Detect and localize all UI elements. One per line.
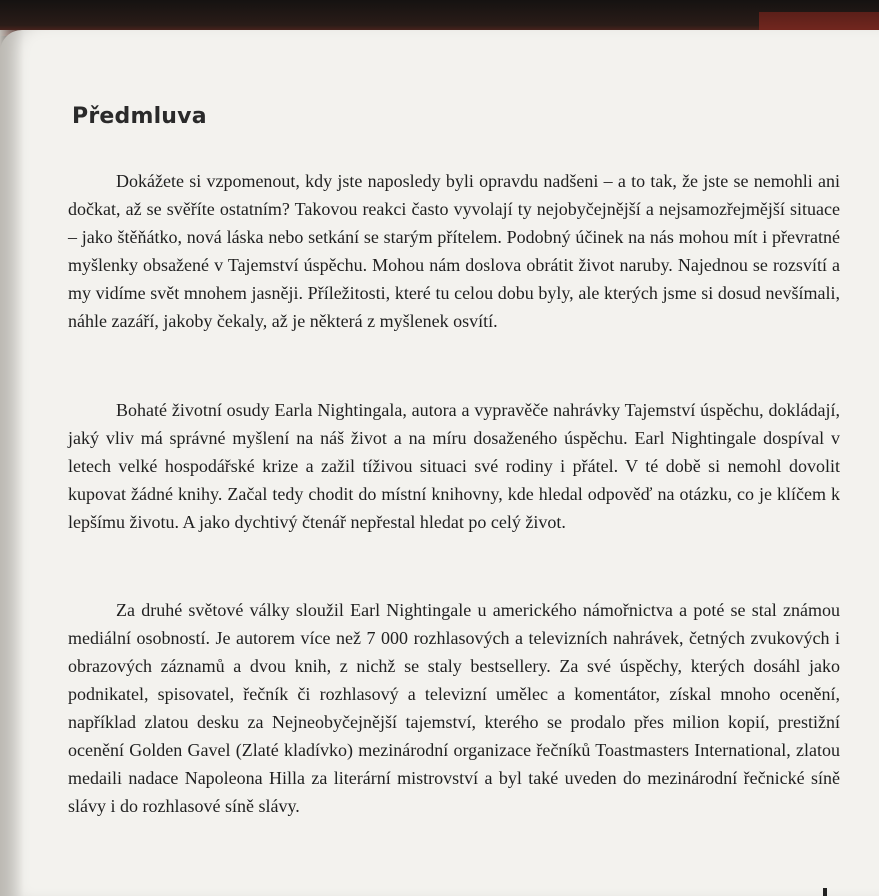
paragraph-3 [68, 596, 840, 820]
chapter-heading: Předmluva [72, 104, 207, 129]
paragraph-3-text: Za druhé světové války sloužil Earl Nightingale u amerického námořnictva a poté se stal známou mediální osobností. Je autorem více než 7 000 rozhlasových a televizních nahrávek, četných zvukových i obrazových záznamů a dvou knih, z nichž se staly bestsellery. Za své úspěchy, kterých dosáhl jako podnikatel, spisovatel, řečník či rozhlasový a televizní umělec a komentátor, získal mnoho ocenění, například zlatou desku za Nejneobyčejnější tajemství, kterého se prodalo přes milion kopií, prestižní ocenění Golden Gavel (Zlaté kladívko) mezinárodní organizace řečníků Toastmasters International, zlatou medaili nadace Napoleona Hilla za literární mistrovství a byl také uveden do mezinárodní řečnické síně slávy i do rozhlasové síně slávy. [68, 600, 840, 816]
paragraph-1 [68, 167, 840, 335]
page-number-mark [823, 888, 827, 896]
paragraph-2-text: Bohaté životní osudy Earla Nightingala, autora a vypravěče nahrávky Tajemství úspěchu, dokládají, jaký vliv má správné myšlení na náš život a na míru dosaženého úspěchu. Earl Nightingale dospíval v letech velké hospodářské krize a zažil tíživou situaci své rodiny i přátel. V té době si nemohl dovolit kupovat žádné knihy. Začal tedy chodit do místní knihovny, kde hledal odpověď na otázku, co je klíčem k lepšímu životu. A jako dychtivý čtenář nepřestal hledat po celý život. [68, 400, 840, 532]
paragraph-1-text: Dokážete si vzpomenout, kdy jste naposledy byli opravdu nadšeni – a to tak, že jste se nemohli ani dočkat, až se svěříte ostatním? Takovou reakci často vyvolají ty nejobyčejnější a nejsamozřejmější situace – jako štěňátko, nová láska nebo setkání se starým přítelem. Podobný účinek na nás mohou mít i převratné myšlenky obsažené v Tajemství úspěchu. Mohou nám doslova obrátit život naruby. Najednou se rozsvítí a my vidíme svět mnohem jasněji. Příležitosti, které tu celou dobu byly, ale kterých jsme si dosud nevšímali, náhle zazáří, jakoby čekaly, až je některá z myšlenek osvítí. [68, 171, 840, 331]
paragraph-2 [68, 396, 840, 536]
page-gutter-shadow [0, 30, 24, 896]
